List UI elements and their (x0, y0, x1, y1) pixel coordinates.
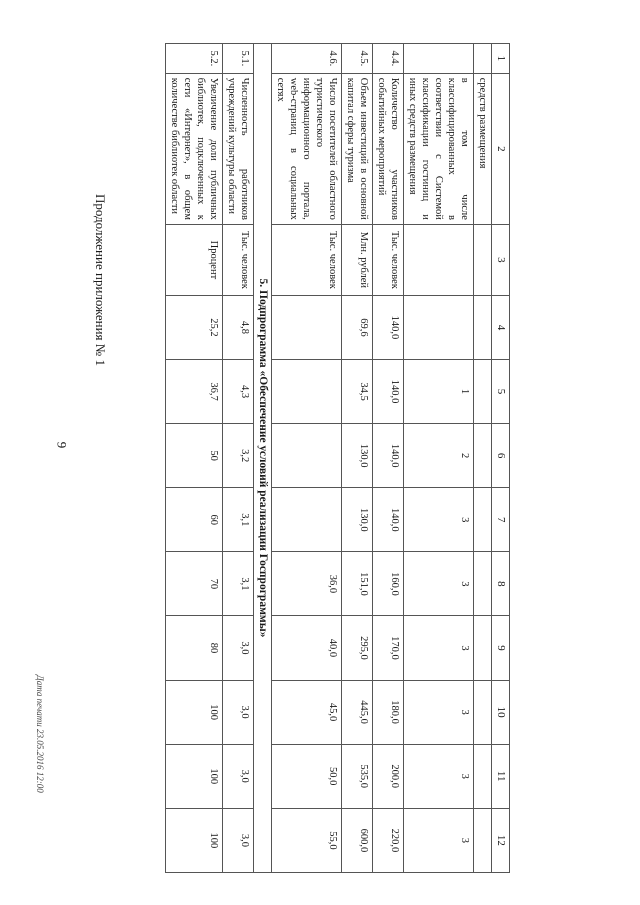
value-cell (474, 360, 492, 424)
value-cell: 80 (166, 616, 223, 680)
value-cell: 3 (404, 488, 474, 552)
table-row (474, 44, 492, 873)
value-cell: 170,0 (373, 616, 404, 680)
value-cell: 3,1 (223, 552, 254, 616)
value-cell: 3,2 (223, 424, 254, 488)
value-cell: 535,0 (342, 744, 373, 808)
value-cell: 36,0 (272, 552, 342, 616)
unit-cell: Тыс. человек (373, 224, 404, 295)
value-cell: 3,0 (223, 616, 254, 680)
row-number-cell: 5.1. (223, 44, 254, 74)
value-cell: 2 (404, 424, 474, 488)
header-cell: 6 (492, 424, 510, 488)
value-cell (404, 295, 474, 359)
value-cell (474, 424, 492, 488)
value-cell (272, 488, 342, 552)
page-number: 9 (54, 441, 70, 449)
appendix-heading: Продолжение приложения № 1 (93, 194, 108, 366)
unit-cell (474, 224, 492, 295)
table-row (223, 44, 254, 873)
value-cell (272, 295, 342, 359)
table-row (404, 44, 474, 873)
unit-cell: Тыс. человек (223, 224, 254, 295)
value-cell: 160,0 (373, 552, 404, 616)
header-cell: 12 (492, 808, 510, 872)
value-cell: 100 (166, 680, 223, 744)
value-cell: 3,0 (223, 808, 254, 872)
header-cell: 8 (492, 552, 510, 616)
value-cell (272, 424, 342, 488)
value-cell: 130,0 (342, 488, 373, 552)
value-cell: 140,0 (373, 360, 404, 424)
value-cell (474, 744, 492, 808)
value-cell: 3,0 (223, 744, 254, 808)
unit-cell: Процент (166, 224, 223, 295)
unit-cell: Тыс. человек (272, 224, 342, 295)
header-cell: 1 (492, 44, 510, 74)
value-cell: 445,0 (342, 680, 373, 744)
value-cell: 34,5 (342, 360, 373, 424)
table-row (342, 44, 373, 873)
value-cell: 4,8 (223, 295, 254, 359)
value-cell: 36,7 (166, 360, 223, 424)
indicator-name-cell: средств размещения (474, 73, 492, 224)
section-title: 5. Подпрограмма «Обеспечение условий реализации Госпрограммы» (254, 44, 272, 873)
table-row (373, 44, 404, 873)
value-cell: 55,0 (272, 808, 342, 872)
value-cell: 3 (404, 552, 474, 616)
value-cell: 200,0 (373, 744, 404, 808)
unit-cell (404, 224, 474, 295)
row-number-cell: 5.2. (166, 44, 223, 74)
header-cell: 4 (492, 295, 510, 359)
table-row (166, 44, 223, 873)
value-cell (474, 808, 492, 872)
value-cell: 151,0 (342, 552, 373, 616)
value-cell: 3 (404, 616, 474, 680)
value-cell: 3,1 (223, 488, 254, 552)
row-number-cell (404, 44, 474, 74)
value-cell: 50 (166, 424, 223, 488)
value-cell: 70 (166, 552, 223, 616)
table-row (272, 44, 342, 873)
value-cell: 220,0 (373, 808, 404, 872)
value-cell: 4,3 (223, 360, 254, 424)
value-cell: 60 (166, 488, 223, 552)
value-cell: 180,0 (373, 680, 404, 744)
value-cell (474, 680, 492, 744)
value-cell: 3 (404, 808, 474, 872)
row-number-cell: 4.4. (373, 44, 404, 74)
header-cell: 5 (492, 360, 510, 424)
value-cell (474, 295, 492, 359)
value-cell: 25,2 (166, 295, 223, 359)
value-cell: 3 (404, 680, 474, 744)
value-cell: 140,0 (373, 295, 404, 359)
value-cell: 40,0 (272, 616, 342, 680)
value-cell: 140,0 (373, 424, 404, 488)
value-cell (474, 616, 492, 680)
indicators-table (165, 43, 510, 873)
value-cell: 45,0 (272, 680, 342, 744)
value-cell (474, 552, 492, 616)
indicator-name-cell: Объем инвестиций в основной капитал сферы туризма (342, 73, 373, 224)
row-number-cell: 4.5. (342, 44, 373, 74)
row-number-cell (474, 44, 492, 74)
value-cell: 69,6 (342, 295, 373, 359)
indicator-name-cell: Количество участников событийных мероприятий (373, 73, 404, 224)
value-cell: 140,0 (373, 488, 404, 552)
value-cell: 3 (404, 744, 474, 808)
rotated-table-wrapper (117, 43, 510, 873)
indicator-name-cell: Число посетителей областного туристического информационного портала, web-страниц в социальных сетях (272, 73, 342, 224)
value-cell: 100 (166, 744, 223, 808)
indicator-name-cell: Численность работников учреждений культуры области (223, 73, 254, 224)
value-cell: 100 (166, 808, 223, 872)
row-number-cell: 4.6. (272, 44, 342, 74)
value-cell: 50,0 (272, 744, 342, 808)
value-cell: 1 (404, 360, 474, 424)
value-cell: 600,0 (342, 808, 373, 872)
header-cell: 7 (492, 488, 510, 552)
header-cell: 10 (492, 680, 510, 744)
table-body (166, 44, 510, 873)
indicator-name-cell: в том числе классифицированных в соответствии с Системой классификации гостиниц и иных средств размещения (404, 73, 474, 224)
value-cell: 295,0 (342, 616, 373, 680)
section-row (254, 44, 272, 873)
table-header-row (492, 44, 510, 873)
value-cell: 3,0 (223, 680, 254, 744)
print-stamp: Дата печати 23.05.2016 12:00 (35, 675, 45, 793)
header-cell: 2 (492, 73, 510, 224)
value-cell: 130,0 (342, 424, 373, 488)
header-cell: 3 (492, 224, 510, 295)
header-cell: 9 (492, 616, 510, 680)
unit-cell: Млн. рублей (342, 224, 373, 295)
indicator-name-cell: Увеличение доли публичных библиотек, подключенных к сети «Интернет», в общем количестве библиотек области (166, 73, 223, 224)
header-cell: 11 (492, 744, 510, 808)
value-cell (272, 360, 342, 424)
value-cell (474, 488, 492, 552)
